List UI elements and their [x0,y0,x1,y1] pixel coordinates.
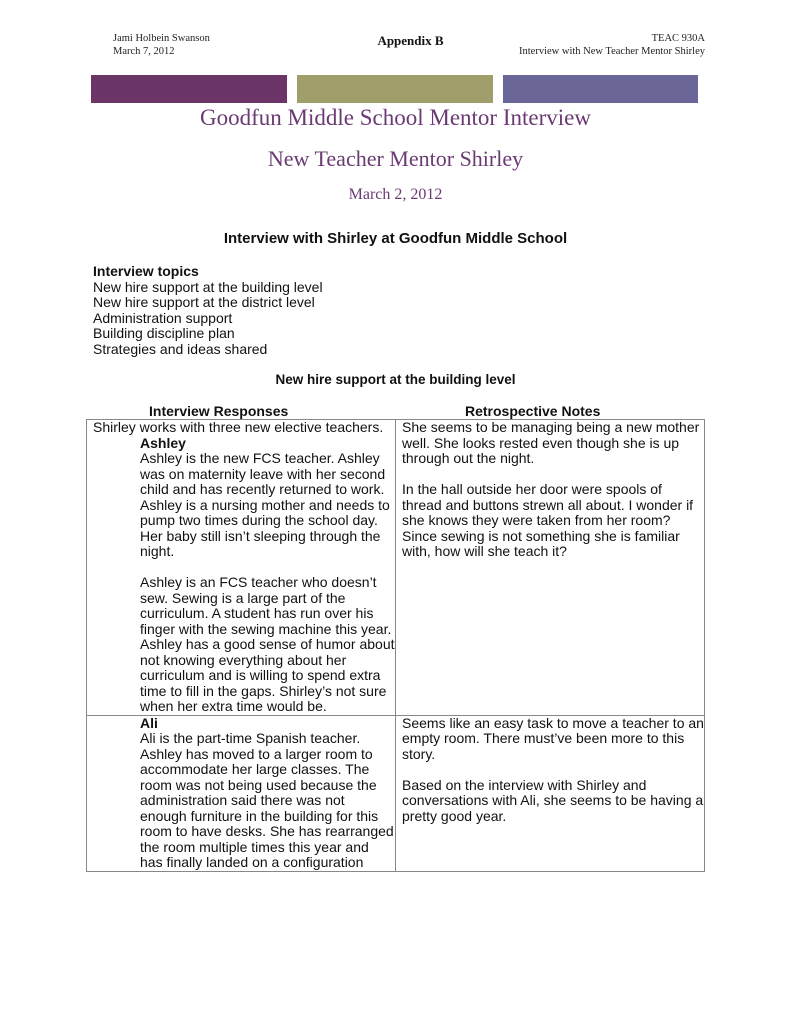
response-paragraph: Ali is the part-time Spanish teacher. Ashley has moved to a larger room to accommodate her large classes. The room was not being used because the administration said there was not enough furniture in the building for this room to have desks. She has rearranged the room multiple times this year and has finally landed on a configuration [140,730,394,870]
response-paragraph: Ashley is an FCS teacher who doesn’t sew. Sewing is a large part of the curriculum. A student has run over his finger with the sewing machine this year. Ashley has a good sense of humor about not knowing everything about her curriculum and is willing to spend extra time to fill in the gaps. Shirley’s not sure when her extra time would be. [140,574,395,714]
note-paragraph: Based on the interview with Shirley and conversations with Ali, she seems to be having a pretty good year. [402,776,704,824]
main-title: Goodfun Middle School Mentor Interview [200,105,591,130]
column-header-notes: Retrospective Notes [465,403,601,419]
topic-item: Building discipline plan [93,325,235,341]
notes-cell [396,420,705,716]
response-cell [87,715,396,871]
column-header-responses: Interview Responses [149,403,289,419]
response-paragraph: Ashley is the new FCS teacher. Ashley was on maternity leave with her second child and has recently returned to work. Ashley is a nursing mother and needs to pump two times during the school day. Her baby still isn’t sleeping through the night. [140,450,390,559]
course-code: TEAC 930A [651,33,705,44]
appendix-label: Appendix B [377,33,444,48]
header-right [519,32,705,58]
color-bar-purple [91,75,287,103]
response-cell [87,420,396,716]
header-date: March 7, 2012 [113,46,175,57]
note-paragraph: In the hall outside her door were spools of thread and buttons strewn all about. I wonder if she knows they were taken from her room? Since sewing is not something she is familiar with, how will she teach it? [402,481,694,559]
topics-heading: Interview topics [93,263,199,279]
note-paragraph: Seems like an easy task to move a teacher to an empty room. There must’ve been more to this story. [402,714,704,762]
topic-item: New hire support at the building level [93,278,323,295]
notes-cell [396,715,705,871]
teacher-name: Ali [140,714,158,731]
response-intro: Shirley works with three new elective teachers. [93,419,384,435]
topic-item: Administration support [93,309,233,326]
topic-item: Strategies and ideas shared [93,340,268,357]
interview-date: March 2, 2012 [348,186,443,203]
interview-heading: Interview with Shirley at Goodfun Middle School [223,230,568,247]
topic-item: New hire support at the district level [93,294,315,310]
note-paragraph: She seems to be managing being a new mother well. She looks rested even though she is up through out the night. [402,419,700,466]
document-title: Interview with New Teacher Mentor Shirley [519,46,705,57]
subtitle: New Teacher Mentor Shirley [267,146,524,171]
interview-table [86,419,705,872]
color-bar-olive [297,75,493,103]
table-row [87,715,705,871]
table-row [87,420,705,716]
color-bar-blue [503,75,698,103]
author-name: Jami Holbein Swanson [113,33,210,44]
topics-list [93,264,323,357]
section-heading: New hire support at the building level [275,372,516,387]
teacher-name: Ashley [140,434,186,451]
